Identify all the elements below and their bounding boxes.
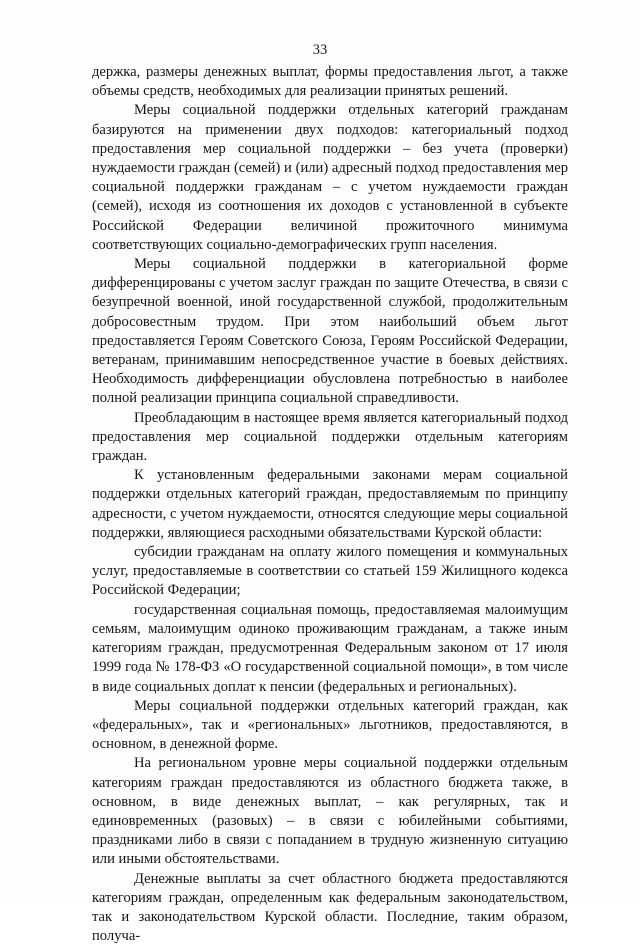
paragraph-1: держка, размеры денежных выплат, формы предоставления льгот, а также объемы средств, необходимых для реализации принятых решений.	[92, 64, 568, 100]
paragraph-8: Меры социальной поддержки отдельных категорий граждан, как «федеральных», так и «региональных» льготников, предоставляются, в основном, в денежной форме.	[92, 697, 568, 753]
paragraph-7: государственная социальная помощь, предоставляемая малоимущим семьям, малоимущим одиноко проживающим гражданам, а также иным категориям граждан, предусмотренная Федеральным законом от 17 июля 1999 года № 178-ФЗ «О государственной социальной помощи», в том числе в виде социальных доплат к пенсии (федеральных и региональных).	[92, 601, 568, 695]
body-text	[92, 63, 568, 946]
paragraph-6: субсидии гражданам на оплату жилого помещения и коммунальных услуг, предоставляемые в соответствии со статьей 159 Жилищного кодекса Российской Федерации;	[92, 544, 568, 599]
paragraph-10: Денежные выплаты за счет областного бюджета предоставляются категориям граждан, определенным как федеральным законодательством, так и законодательством Курской области. Последние, таким образом, получа-	[92, 870, 568, 945]
paragraph-4: Преобладающим в настоящее время является категориальный подход предоставления мер социальной поддержки отдельным категориям граждан.	[92, 409, 568, 465]
paragraph-5: К установленным федеральными законами мерам социальной поддержки отдельных категорий граждан, предоставляемым по принципу адресности, с учетом нуждаемости, относятся следующие меры социальной поддержки, являющиеся расходными обязательствами Курской области:	[92, 467, 568, 541]
paragraph-9: На региональном уровне меры социальной поддержки отдельным категориям граждан предоставляются из областного бюджета также, в основном, в виде денежных выплат, – как регулярных, так и единовременных (разовых) – в связи с юбилейными событиями, праздниками либо в связи с попаданием в трудную жизненную ситуацию или иными обстоятельствами.	[92, 755, 568, 868]
paragraph-2: Меры социальной поддержки отдельных категорий гражданам базируются на применении двух подходов: категориальный подход предоставления мер социальной поддержки – без учета (проверки) нуждаемости граждан (семей) и (или) адресный подход предоставления мер социальной поддержки гражданам – с учетом нуждаемости граждан (семей), исходя из соотношения их доходов с установленной в субъекте Российской Федерации величиной прожиточного минимума соответствующих социально-демографических групп населения.	[92, 102, 568, 253]
paragraph-3: Меры социальной поддержки в категориальной форме дифференцированы с учетом заслуг граждан по защите Отечества, в связи с безупречной военной, иной государственной службой, продолжительным добросовестным трудом. При этом наибольший объем льгот предоставляется Героям Советского Союза, Героям Российской Федерации, ветеранам, принимавшим непосредственное участие в боевых действиях. Необходимость дифференциации обусловлена потребностью в наиболее полной реализации принципа социальной справедливости.	[92, 256, 568, 407]
page-number: 33	[312, 42, 328, 58]
